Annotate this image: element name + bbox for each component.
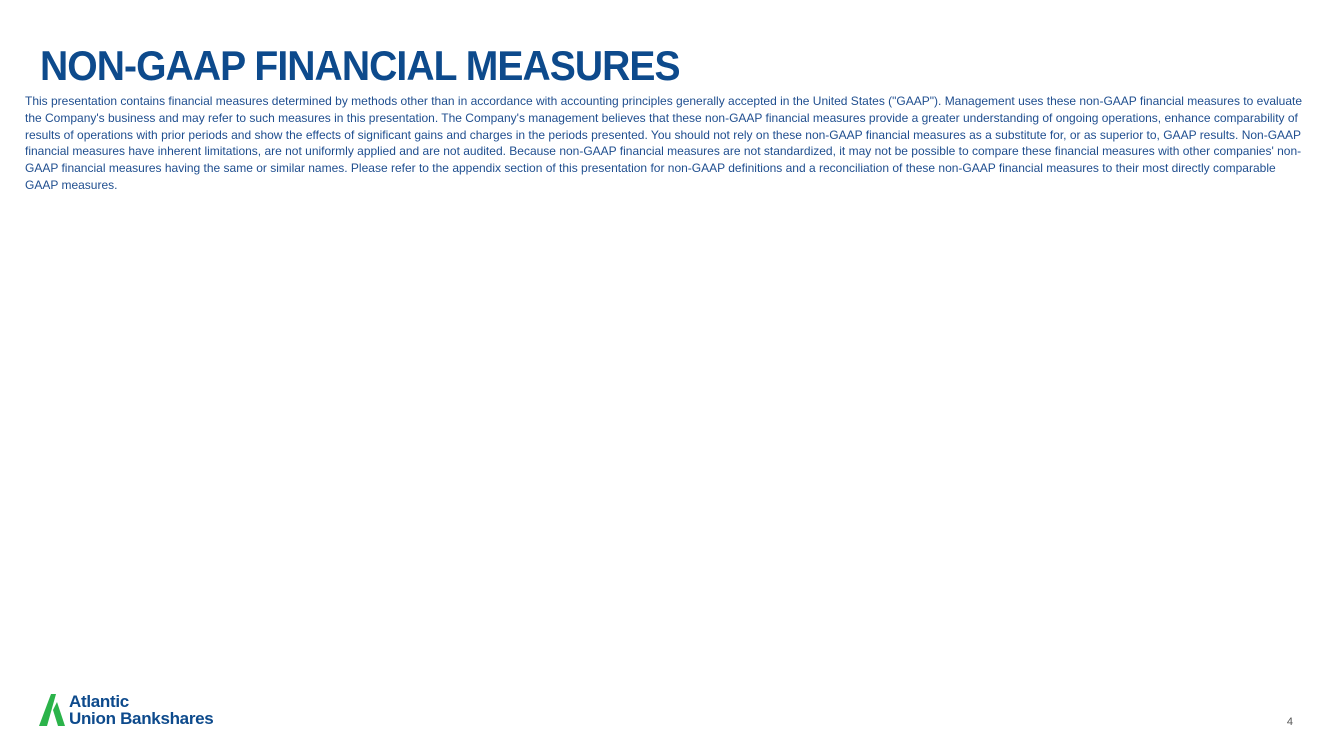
page-title: NON-GAAP FINANCIAL MEASURES xyxy=(40,42,680,89)
page-number: 4 xyxy=(1286,716,1293,728)
company-logo xyxy=(39,691,213,729)
atlantic-union-a-mark-icon xyxy=(39,692,67,728)
non-gaap-disclaimer-text: This presentation contains financial measures determined by methods other than in accordance with accounting principles generally accepted in the United States ("GAAP"). Management uses these non-GAAP financial measures to evaluate the Company's business and may refer to such measures in this presentation. The Company's management believes that these non-GAAP financial measures provide a greater understanding of ongoing operations, enhance comparability of results of operations with prior periods and show the effects of significant gains and charges in the periods presented. You should not rely on these non-GAAP financial measures as a substitute for, or as superior to, GAAP results. Non-GAAP financial measures have inherent limitations, are not uniformly applied and are not audited. Because non-GAAP financial measures are not standardized, it may not be possible to compare these financial measures with other companies' non-GAAP financial measures having the same or similar names. Please refer to the appendix section of this presentation for non-GAAP definitions and a reconciliation of these non-GAAP financial measures to their most directly comparable GAAP measures. xyxy=(25,94,1303,192)
logo-text-line1: Atlantic xyxy=(69,692,129,711)
logo-text-line2: Union Bankshares xyxy=(69,709,214,728)
